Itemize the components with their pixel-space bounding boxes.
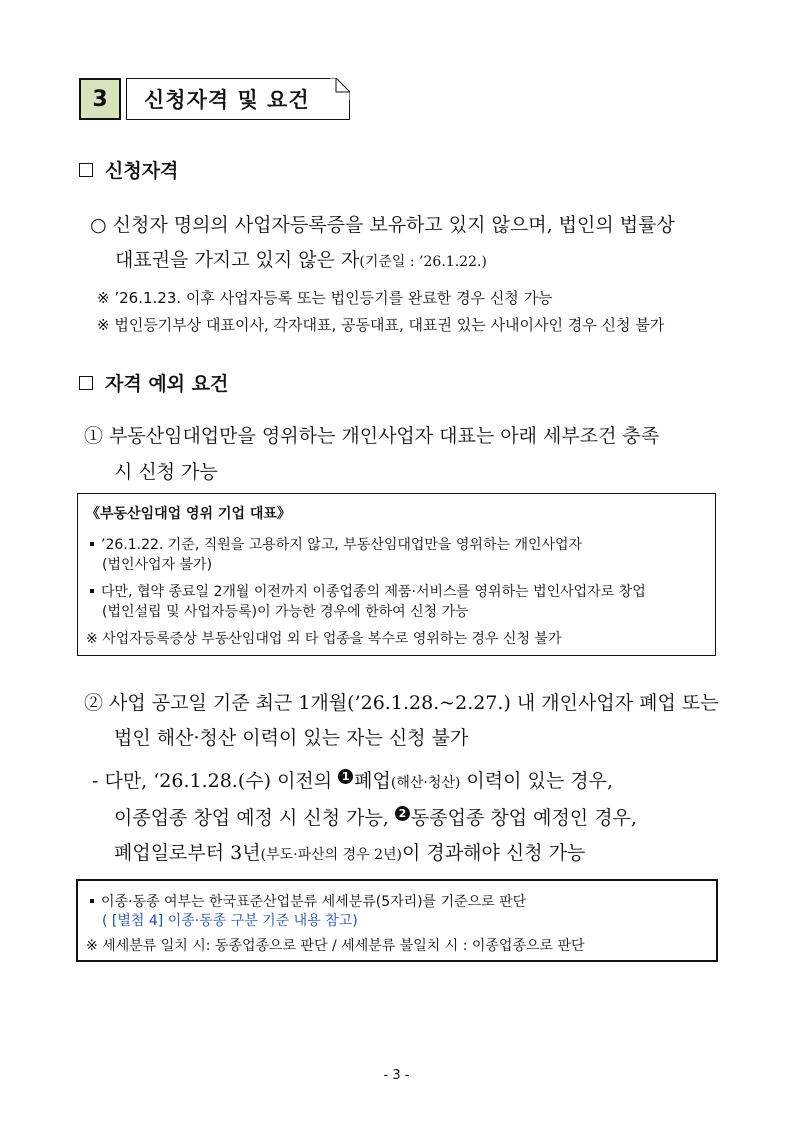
exception-dash-line-1: - 다만, ‘26.1.28.(수) 이전의 1 폐업(해산·청산) 이력이 있는 경우,	[92, 769, 614, 792]
box-title: 《부동산임대업 영위 기업 대표》	[86, 506, 291, 522]
eligibility-line-2: 대표권을 가지고 있지 않은 자(기준일 : ’26.1.22.)	[115, 249, 487, 271]
circled-number-1-icon: 1	[338, 769, 353, 784]
page-number: - 3 -	[383, 1068, 410, 1083]
circled-number-2-icon: 2	[395, 806, 410, 821]
box2-bullet-line-1: 이종·동종 여부는 한국표준산업분류 세세분류(5자리)를 기준으로 판단	[90, 891, 526, 911]
eligibility-heading: 신청자격	[79, 156, 178, 183]
exception-dash-line-3: 폐업일로부터 3년(부도·파산의 경우 2년)이 경과해야 신청 가능	[114, 842, 586, 864]
exception-item-2-line-2: 법인 해산·청산 이력이 있는 자는 신청 불가	[114, 727, 469, 749]
box-bullet-2-line-2: (법인설립 및 사업자등록)이 가능한 경우에 한하여 신청 가능	[102, 604, 469, 620]
real-estate-rental-box	[77, 493, 716, 656]
box-bullet-1-line-1: ’26.1.22. 기준, 직원을 고용하지 않고, 부동산임대업만을 영위하는 개인사업자	[90, 534, 582, 554]
section-number: 3	[79, 78, 121, 120]
bullet-icon	[90, 899, 94, 903]
box-note: ※ 사업자등록증상 부동산임대업 외 타 업종을 복수로 영위하는 경우 신청 불가	[86, 631, 562, 647]
eligibility-note-2: ※ 법인등기부상 대표이사, 각자대표, 공동대표, 대표권 있는 사내이사인 경우 신청 불가	[97, 316, 665, 334]
exception-item-1-line-1: ① 부동산임대업만을 영위하는 개인사업자 대표는 아래 세부조건 충족	[84, 425, 660, 447]
section-title: 신청자격 및 요건	[126, 78, 350, 120]
eligibility-line-1: ○ 신청자 명의의 사업자등록증을 보유하고 있지 않으며, 법인의 법률상	[90, 214, 675, 236]
exception-item-2-line-1: ② 사업 공고일 기준 최근 1개월(’26.1.28.~2.27.) 내 개인사업자 폐업 또는	[84, 692, 719, 714]
appendix-4-reference: ( [별첨 4] 이종·동종 구분 기준 내용 참고)	[102, 913, 358, 929]
checkbox-square-icon	[79, 376, 93, 390]
box-bullet-2-line-1: 다만, 협약 종료일 2개월 이전까지 이종업종의 제품·서비스를 영위하는 법인사업자로 창업	[90, 581, 646, 601]
box-bullet-1-line-2: (법인사업자 불가)	[102, 557, 213, 573]
bullet-icon	[90, 589, 94, 593]
eligibility-note-1: ※ ’26.1.23. 이후 사업자등록 또는 법인등기를 완료한 경우 신청 가능	[97, 289, 553, 307]
exception-dash-line-2: 이종업종 창업 예정 시 신청 가능, 2 동종업종 창업 예정인 경우,	[114, 806, 637, 829]
bullet-icon	[90, 542, 94, 546]
same-industry-criteria-box	[76, 879, 718, 962]
box2-note: ※ 세세분류 일치 시: 동종업종으로 판단 / 세세분류 불일치 시 : 이종업종으로 판단	[86, 938, 585, 954]
folded-corner-icon	[330, 78, 350, 100]
exception-item-1-line-2: 시 신청 가능	[114, 461, 218, 483]
checkbox-square-icon	[79, 163, 93, 177]
exceptions-heading: 자격 예외 요건	[79, 369, 228, 396]
